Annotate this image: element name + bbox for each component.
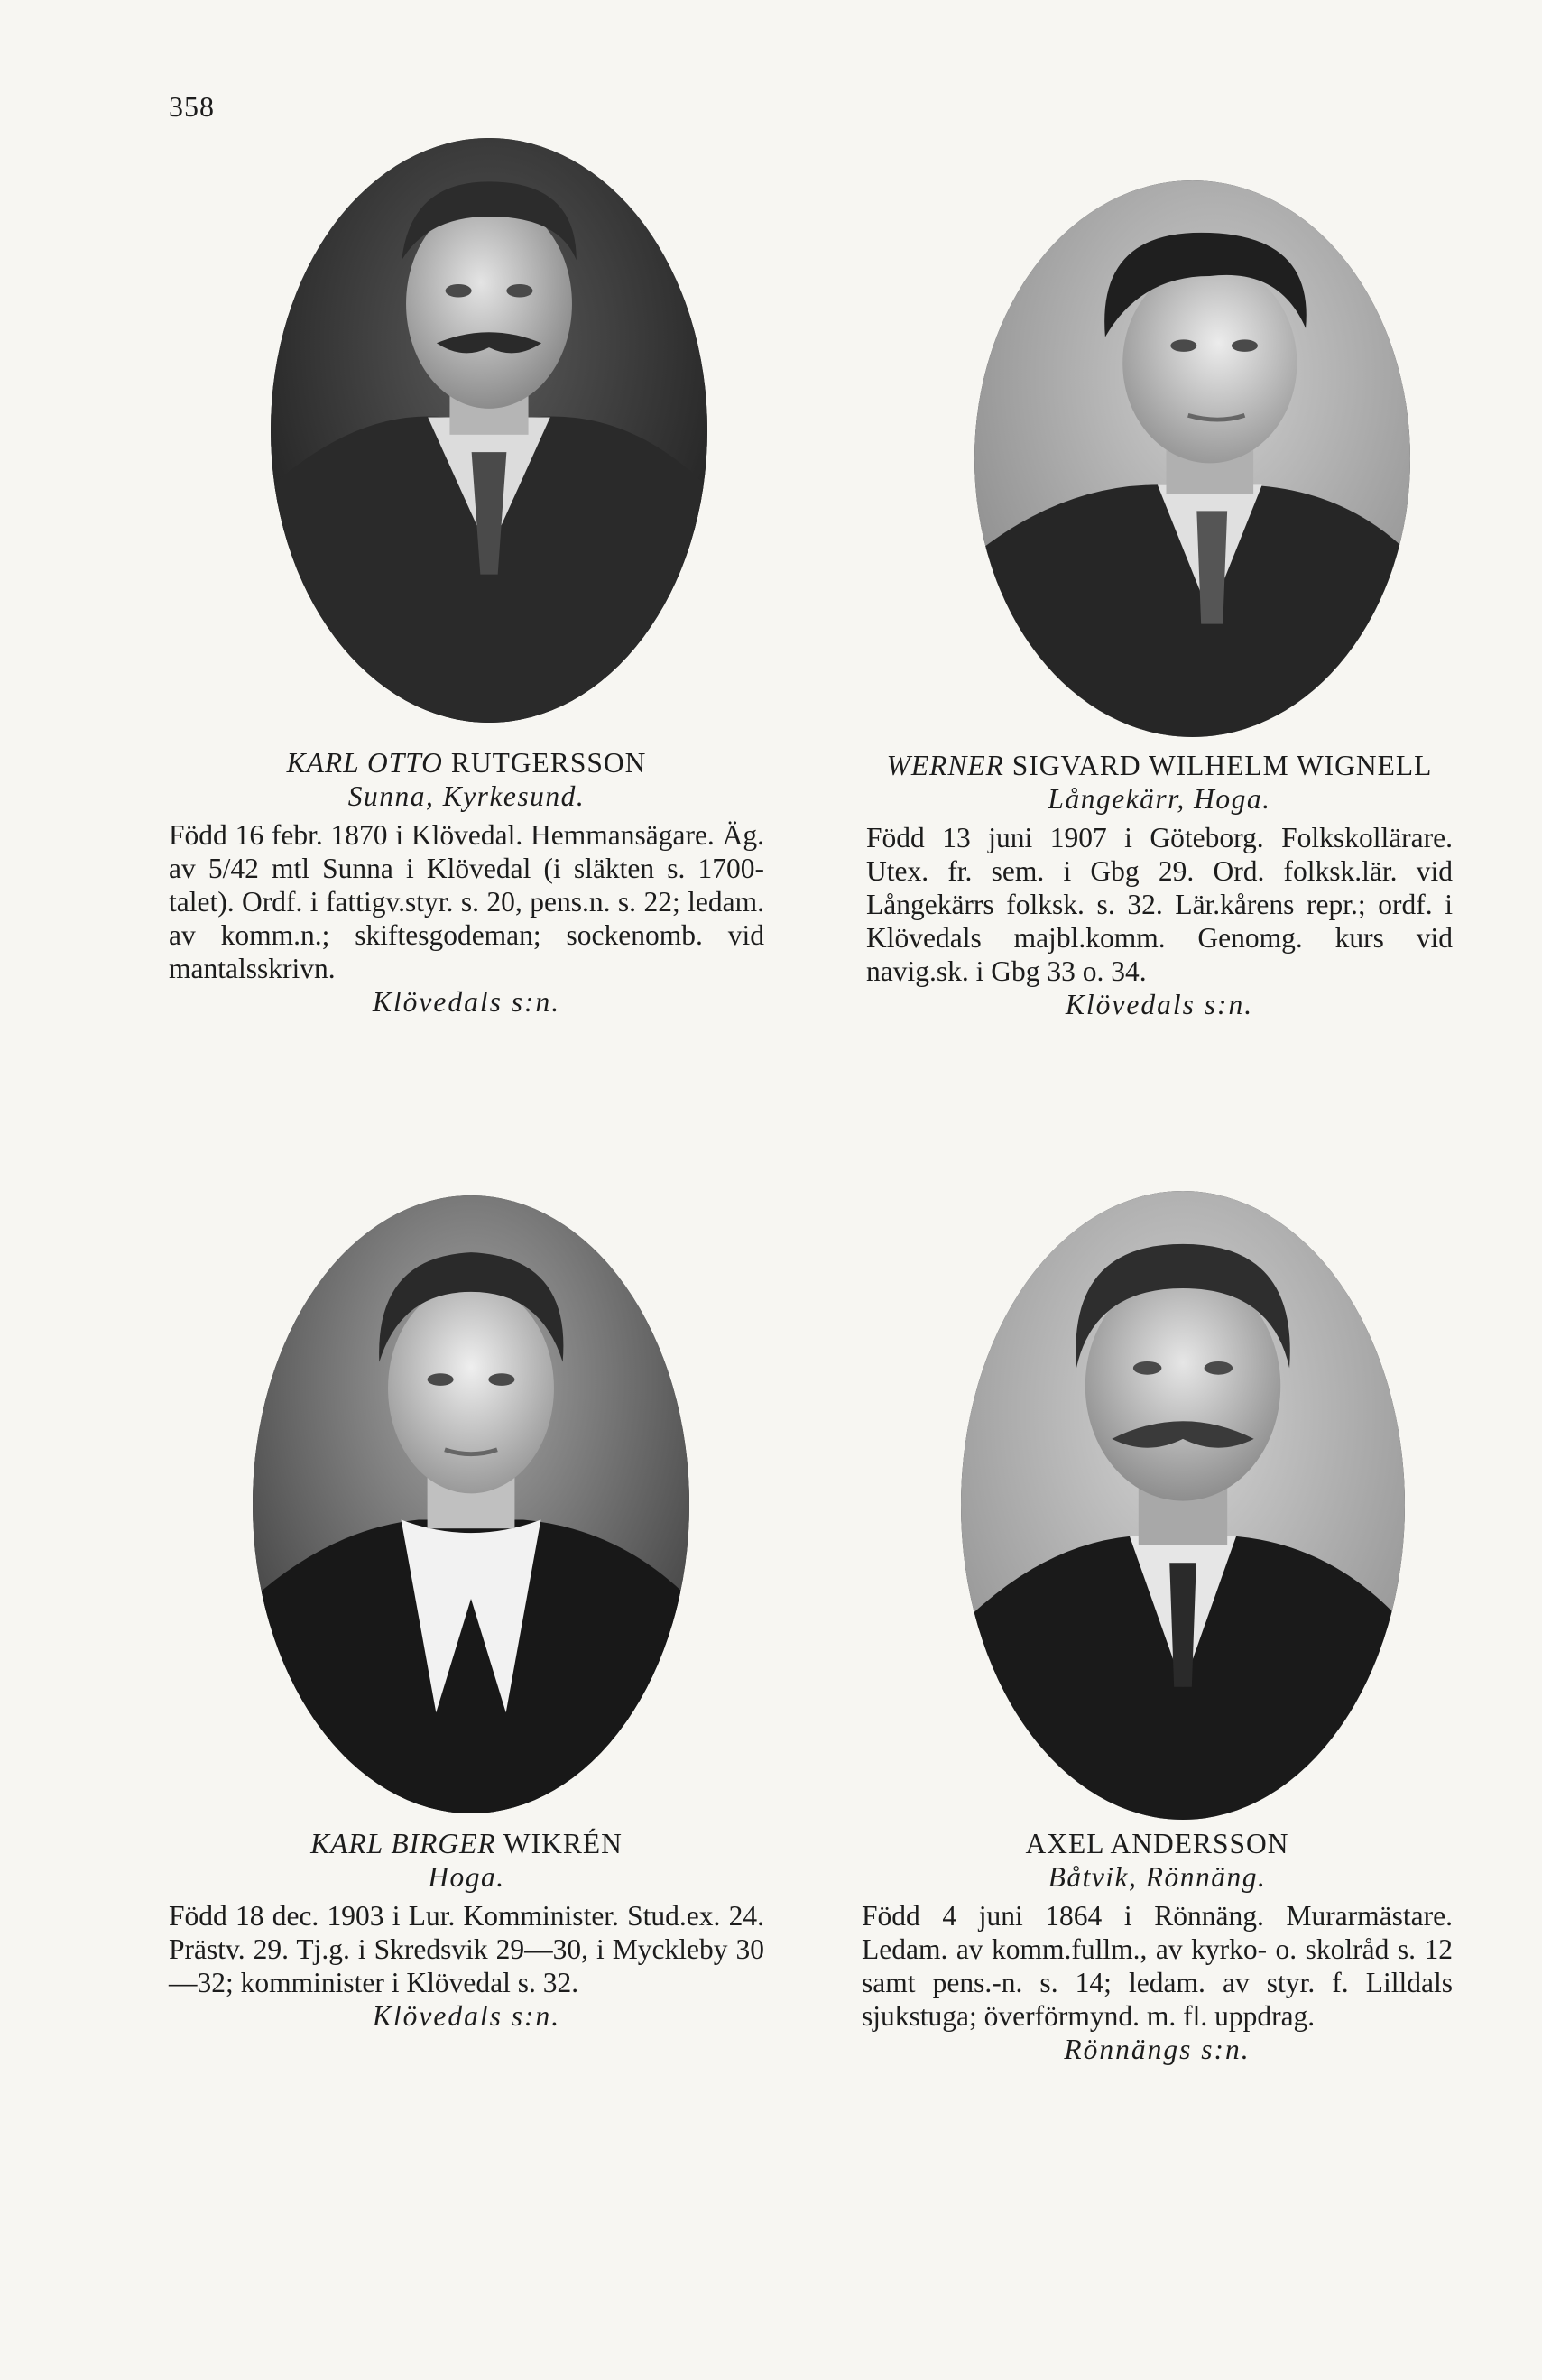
- person-name: KARL BIRGER WIKRÉN: [310, 1828, 623, 1859]
- portrait-photo: [974, 180, 1410, 737]
- biography-text: Född 16 febr. 1870 i Klövedal. Hemmansägare. Äg. av 5/42 mtl Sunna i Klövedal (i släkten s. 1700-talet). Ordf. i fattigv.styr. s. 20, pens.n. s. 22; ledam. av komm.n.; skiftesgodeman; sockenomb. vid mantalsskrivn.: [169, 819, 764, 984]
- residence: Långekärr, Hoga.: [1048, 783, 1271, 815]
- biography-text: Född 13 juni 1907 i Göteborg. Folkskollärare. Utex. fr. sem. i Gbg 29. Ord. folksk.lär. vid Långekärrs folksk. s. 32. Lär.kårens repr.; ordf. i Klövedals majbl.komm. Genomg. kurs vid navig.sk. i Gbg 33 o. 34.: [866, 822, 1453, 987]
- biography-text: Född 4 juni 1864 i Rönnäng. Murarmästare. Ledam. av komm.fullm., av kyrko- o. skolråd s. 12 samt pens.-n. s. 14; ledam. av styr. f. Lilldals sjukstuga; överförmynd. m. fl. uppdrag.: [862, 1900, 1453, 2032]
- biography-entry: [866, 749, 1453, 1021]
- biography-entry: [169, 746, 764, 1019]
- residence: Sunna, Kyrkesund.: [347, 780, 586, 812]
- biography-entry: [862, 1827, 1453, 2066]
- portrait-photo: [961, 1191, 1405, 1820]
- page-number: 358: [169, 90, 215, 123]
- person-name: WERNER SIGVARD WILHELM WIGNELL: [886, 750, 1433, 781]
- biography-text: Född 18 dec. 1903 i Lur. Komminister. Stud.ex. 24. Prästv. 29. Tj.g. i Skredsvik 29—30, i Myckleby 30—32; komminister i Klövedal s. 32.: [169, 1900, 764, 1998]
- parish: Klövedals s:n.: [372, 2000, 561, 2032]
- parish: Klövedals s:n.: [1065, 989, 1254, 1020]
- parish: Rönnängs s:n.: [1064, 2034, 1251, 2065]
- person-name: AXEL ANDERSSON: [1025, 1828, 1289, 1859]
- residence: Båtvik, Rönnäng.: [1048, 1861, 1267, 1893]
- portrait-photo: [253, 1195, 689, 1813]
- person-name: KARL OTTO RUTGERSSON: [286, 747, 647, 779]
- parish: Klövedals s:n.: [372, 986, 561, 1018]
- residence: Hoga.: [428, 1861, 505, 1893]
- biography-entry: [169, 1827, 764, 2033]
- portrait-photo: [271, 138, 707, 723]
